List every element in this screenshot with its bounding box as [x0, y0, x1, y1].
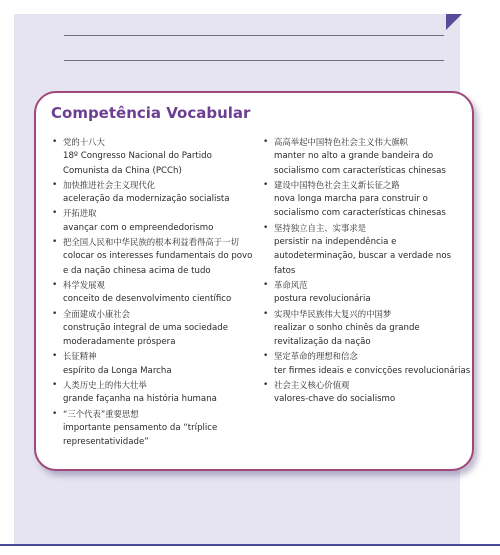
vocabulary-item — [51, 378, 256, 407]
chinese-term: 开拓进取 — [63, 208, 97, 219]
portuguese-translation: 18º Congresso Nacional do Partido Comunista da China (PCCh) — [63, 151, 212, 176]
portuguese-translation: persistir na independência e autodeterminação, buscar a verdade nos fatos — [274, 237, 452, 276]
chinese-term: 实现中华民族伟大复兴的中国梦 — [274, 308, 392, 319]
portuguese-translation: postura revolucionária — [274, 294, 371, 305]
vocabulary-item — [51, 307, 256, 350]
vocabulary-item — [262, 278, 472, 307]
chinese-term: 坚持独立自主、实事求是 — [274, 222, 367, 233]
bullet-icon: • — [52, 279, 58, 290]
chinese-term: 人类历史上的伟大壮举 — [63, 380, 147, 391]
vocabulary-item — [262, 307, 472, 350]
portuguese-translation: importante pensamento da “tríplice representatividade” — [63, 422, 218, 448]
portuguese-translation: realizar o sonho chinês da grande revitalização da nação — [274, 322, 420, 348]
page-bottom-rule — [0, 544, 500, 546]
chinese-term: 科学发展观 — [63, 279, 105, 290]
bullet-icon: • — [263, 308, 269, 319]
chinese-term: 建设中国特色社会主义新长征之路 — [274, 179, 400, 190]
vocabulary-item — [51, 278, 256, 307]
chinese-term: 全面建成小康社会 — [63, 308, 130, 319]
vocabulary-list-right — [262, 135, 472, 407]
bullet-icon: • — [263, 137, 269, 147]
bullet-icon: • — [52, 380, 58, 391]
vocabulary-item — [262, 378, 472, 407]
vocabulary-item — [51, 235, 256, 278]
vocabulary-list-left — [51, 135, 256, 450]
chinese-term: 高高举起中国特色社会主义伟大旗帜 — [274, 137, 408, 147]
bullet-icon: • — [52, 308, 58, 319]
page-corner-fold — [446, 14, 462, 30]
chinese-term: 加快推进社会主义现代化 — [63, 179, 156, 190]
bullet-icon: • — [263, 222, 269, 233]
chinese-term: 长征精神 — [63, 351, 97, 362]
writing-line — [64, 35, 444, 36]
chinese-term: 革命风范 — [274, 279, 308, 290]
chinese-term: 把全国人民和中华民族的根本利益看得高于一切 — [63, 237, 239, 248]
bullet-icon: • — [263, 380, 269, 391]
vocabulary-item — [51, 178, 256, 207]
vocabulary-item — [51, 349, 256, 378]
bullet-icon: • — [263, 351, 269, 362]
bullet-icon: • — [52, 179, 58, 190]
vocabulary-item — [262, 221, 472, 278]
portuguese-translation: avançar com o empreendedorismo — [63, 222, 214, 233]
portuguese-translation: ter firmes ideais e convicções revolucionárias — [274, 365, 471, 376]
bullet-icon: • — [52, 351, 58, 362]
bullet-icon: • — [52, 237, 58, 248]
portuguese-translation: aceleração da modernização socialista — [63, 194, 230, 205]
portuguese-translation: valores-chave do socialismo — [274, 394, 396, 405]
vocabulary-item — [51, 407, 256, 450]
card-title: Competência Vocabular — [51, 104, 251, 122]
chinese-term: “三个代表”重要思想 — [63, 408, 139, 419]
bullet-icon: • — [52, 208, 58, 219]
vocabulary-item — [51, 206, 256, 235]
bullet-icon: • — [263, 279, 269, 290]
vocabulary-item — [262, 135, 472, 178]
chinese-term: 社会主义核心价值观 — [274, 380, 350, 391]
vocabulary-item — [51, 135, 256, 178]
vocabulary-item — [262, 349, 472, 378]
portuguese-translation: construção integral de uma sociedade moderadamente próspera — [63, 322, 228, 348]
bullet-icon: • — [263, 179, 269, 190]
portuguese-translation: conceito de desenvolvimento científico — [63, 294, 232, 305]
writing-line — [64, 60, 444, 61]
bullet-icon: • — [52, 137, 58, 147]
portuguese-translation: nova longa marcha para construir o socialismo com características chinesas — [274, 194, 446, 219]
portuguese-translation: grande façanha na história humana — [63, 394, 217, 405]
chinese-term: 党的十八大 — [63, 137, 105, 147]
portuguese-translation: manter no alto a grande bandeira do socialismo com características chinesas — [274, 151, 446, 176]
chinese-term: 坚定革命的理想和信念 — [274, 351, 358, 362]
bullet-icon: • — [52, 408, 58, 419]
portuguese-translation: espírito da Longa Marcha — [63, 365, 172, 376]
vocabulary-item — [262, 178, 472, 221]
vocabulary-card — [34, 91, 474, 471]
portuguese-translation: colocar os interesses fundamentais do povo e da nação chinesa acima de tudo — [63, 251, 253, 276]
